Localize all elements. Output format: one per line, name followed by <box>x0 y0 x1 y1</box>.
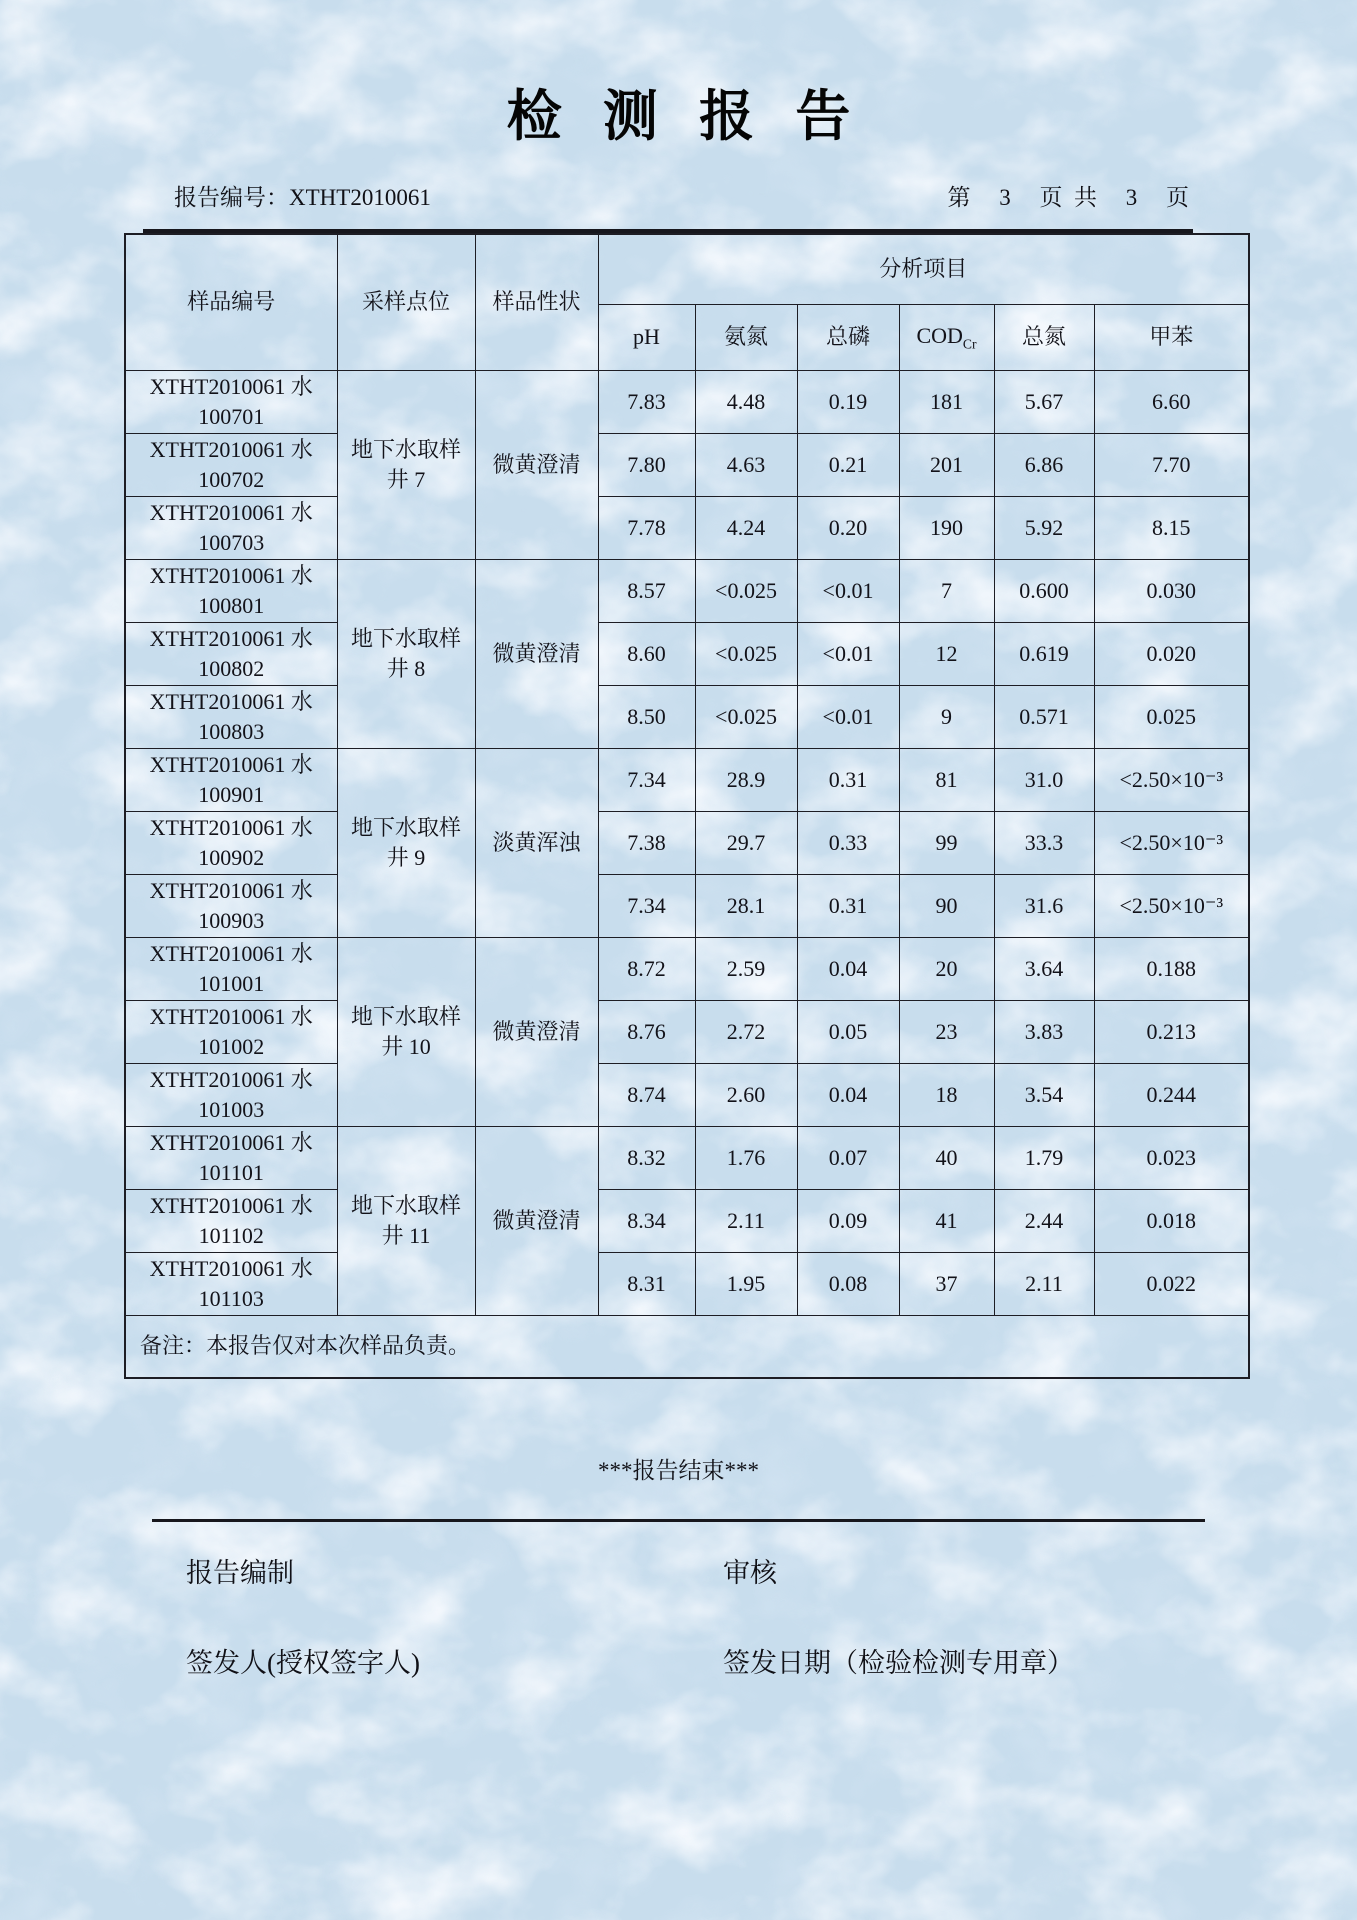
value-cell: 20 <box>899 937 994 1000</box>
signature-rule <box>152 1519 1205 1522</box>
sample-id-cell <box>125 1126 337 1189</box>
value-cell: 8.60 <box>598 622 695 685</box>
value-cell: 9 <box>899 685 994 748</box>
value-cell: 0.018 <box>1094 1189 1249 1252</box>
sample-id-cell <box>125 622 337 685</box>
value-cell: 7.70 <box>1094 433 1249 496</box>
value-cell: 6.86 <box>994 433 1094 496</box>
sample-id-cell <box>125 748 337 811</box>
value-cell: 8.31 <box>598 1252 695 1315</box>
value-cell: 0.09 <box>797 1189 899 1252</box>
sample-id-line1: XTHT2010061 水 <box>149 1255 313 1281</box>
param-header: 氨氮 <box>695 304 797 370</box>
sample-character-cell: 淡黄浑浊 <box>475 748 598 937</box>
value-cell: 8.32 <box>598 1126 695 1189</box>
table-row <box>125 1189 1249 1252</box>
sampling-point-line: 地下水取样 <box>350 625 461 651</box>
table-row <box>125 433 1249 496</box>
value-cell: 28.1 <box>695 874 797 937</box>
value-cell: 8.15 <box>1094 496 1249 559</box>
report-number-label: 报告编号： <box>174 185 289 210</box>
value-cell: 0.030 <box>1094 559 1249 622</box>
sample-id-line1: XTHT2010061 水 <box>149 877 313 903</box>
value-cell: 0.619 <box>994 622 1094 685</box>
sample-id-line2: 100701 <box>198 403 265 429</box>
sample-id-cell <box>125 1000 337 1063</box>
sample-id-line2: 100803 <box>198 718 265 744</box>
sample-character-cell: 微黄澄清 <box>475 937 598 1126</box>
value-cell: 81 <box>899 748 994 811</box>
value-cell: 28.9 <box>695 748 797 811</box>
page-title: 检 测 报 告 <box>506 85 864 147</box>
sampling-point-cell <box>337 370 475 559</box>
sample-id-line2: 100801 <box>198 592 265 618</box>
sample-id-line2: 101101 <box>198 1159 264 1185</box>
value-cell: 2.11 <box>994 1252 1094 1315</box>
value-cell: 1.79 <box>994 1126 1094 1189</box>
value-cell: 201 <box>899 433 994 496</box>
table-row <box>125 622 1249 685</box>
sampling-point-cell <box>337 748 475 937</box>
table-row <box>125 748 1249 811</box>
table-row <box>125 874 1249 937</box>
sample-id-line1: XTHT2010061 水 <box>149 940 313 966</box>
param-header: pH <box>598 304 695 370</box>
value-cell: 0.213 <box>1094 1000 1249 1063</box>
sample-id-line2: 101102 <box>198 1222 264 1248</box>
sample-id-line2: 100802 <box>198 655 265 681</box>
value-cell: 0.31 <box>797 748 899 811</box>
sample-id-line1: XTHT2010061 水 <box>149 814 313 840</box>
sample-id-line1: XTHT2010061 水 <box>149 373 313 399</box>
sample-id-line2: 101003 <box>198 1096 265 1122</box>
value-cell: 0.19 <box>797 370 899 433</box>
value-cell: 0.023 <box>1094 1126 1249 1189</box>
table-row <box>125 1252 1249 1315</box>
param-header: $COD_{Cr}$ <box>899 304 994 370</box>
reviewer-label: 审核 <box>723 1558 777 1588</box>
sampling-point-line: 井 7 <box>386 466 426 492</box>
param-subscript: Cr <box>962 335 977 351</box>
sampling-point-cell <box>337 937 475 1126</box>
sample-id-line1: XTHT2010061 水 <box>149 1129 313 1155</box>
value-cell: 1.76 <box>695 1126 797 1189</box>
sample-id-line2: 100702 <box>198 466 265 492</box>
value-cell: <0.01 <box>797 622 899 685</box>
sample-id-line1: XTHT2010061 水 <box>149 751 313 777</box>
table-header-row-1 <box>125 234 1249 304</box>
value-cell: 4.63 <box>695 433 797 496</box>
table-row <box>125 685 1249 748</box>
value-cell: 2.11 <box>695 1189 797 1252</box>
value-cell: 8.74 <box>598 1063 695 1126</box>
value-cell: 33.3 <box>994 811 1094 874</box>
analysis-items-header: 分析项目 <box>598 234 1249 304</box>
sample-id-line2: 100903 <box>198 907 265 933</box>
value-cell: 0.188 <box>1094 937 1249 1000</box>
sample-id-header: 样品编号 <box>125 234 337 370</box>
value-cell: 0.571 <box>994 685 1094 748</box>
value-cell: 0.04 <box>797 937 899 1000</box>
sampling-point-line: 井 9 <box>386 844 426 870</box>
sampling-point-cell <box>337 559 475 748</box>
value-cell: <0.025 <box>695 622 797 685</box>
value-cell: 0.08 <box>797 1252 899 1315</box>
value-cell: 5.67 <box>994 370 1094 433</box>
sample-character-cell: 微黄澄清 <box>475 370 598 559</box>
sample-id-cell <box>125 1189 337 1252</box>
end-of-report-mark: ***报告结束*** <box>598 1458 759 1483</box>
results-table <box>124 233 1250 1379</box>
value-cell: 0.33 <box>797 811 899 874</box>
value-cell: 7.80 <box>598 433 695 496</box>
value-cell: 3.64 <box>994 937 1094 1000</box>
sample-id-line2: 101103 <box>198 1285 264 1311</box>
value-cell: 0.04 <box>797 1063 899 1126</box>
sample-id-cell <box>125 1252 337 1315</box>
sample-id-cell <box>125 433 337 496</box>
sample-id-line1: XTHT2010061 水 <box>149 1066 313 1092</box>
table-row <box>125 496 1249 559</box>
value-cell: 0.20 <box>797 496 899 559</box>
sample-id-cell <box>125 559 337 622</box>
sample-id-line1: XTHT2010061 水 <box>149 1003 313 1029</box>
sampling-point-line: 地下水取样 <box>350 436 461 462</box>
value-cell: 181 <box>899 370 994 433</box>
value-cell: 40 <box>899 1126 994 1189</box>
sampling-point-line: 地下水取样 <box>350 1192 461 1218</box>
prepared-by-label: 报告编制 <box>186 1558 294 1588</box>
sample-character-cell: 微黄澄清 <box>475 1126 598 1315</box>
value-cell: 0.31 <box>797 874 899 937</box>
sampling-point-line: 地下水取样 <box>350 814 461 840</box>
value-cell: 31.0 <box>994 748 1094 811</box>
param-header: 甲苯 <box>1094 304 1249 370</box>
value-cell: <0.01 <box>797 559 899 622</box>
signer-label: 签发人(授权签字人) <box>186 1648 420 1678</box>
value-cell: 0.022 <box>1094 1252 1249 1315</box>
table-row <box>125 1000 1249 1063</box>
value-cell: 7.38 <box>598 811 695 874</box>
value-cell: 5.92 <box>994 496 1094 559</box>
sampling-point-cell <box>337 1126 475 1315</box>
table-row <box>125 937 1249 1000</box>
value-cell: 37 <box>899 1252 994 1315</box>
value-cell: 1.95 <box>695 1252 797 1315</box>
value-cell: 18 <box>899 1063 994 1126</box>
value-cell: 2.44 <box>994 1189 1094 1252</box>
note-row <box>125 1315 1249 1378</box>
sample-id-line1: XTHT2010061 水 <box>149 499 313 525</box>
value-cell: 41 <box>899 1189 994 1252</box>
table-row <box>125 811 1249 874</box>
value-cell: 2.59 <box>695 937 797 1000</box>
value-cell: 7 <box>899 559 994 622</box>
issue-date-label: 签发日期（检验检测专用章） <box>723 1648 1074 1678</box>
table-row <box>125 370 1249 433</box>
sample-id-line1: XTHT2010061 水 <box>149 625 313 651</box>
value-cell: 4.24 <box>695 496 797 559</box>
sample-character-header: 样品性状 <box>475 234 598 370</box>
value-cell: 8.57 <box>598 559 695 622</box>
sampling-point-line: 井 10 <box>381 1033 431 1059</box>
sample-character-cell: 微黄澄清 <box>475 559 598 748</box>
value-cell: 0.600 <box>994 559 1094 622</box>
value-cell: 4.48 <box>695 370 797 433</box>
value-cell: 7.83 <box>598 370 695 433</box>
value-cell: 8.34 <box>598 1189 695 1252</box>
sample-id-line1: XTHT2010061 水 <box>149 436 313 462</box>
value-cell: 2.60 <box>695 1063 797 1126</box>
sample-id-cell <box>125 874 337 937</box>
value-cell: 2.72 <box>695 1000 797 1063</box>
value-cell: 8.72 <box>598 937 695 1000</box>
value-cell: 0.07 <box>797 1126 899 1189</box>
value-cell: 0.020 <box>1094 622 1249 685</box>
report-number-value: XTHT2010061 <box>289 185 431 210</box>
sample-id-line1: XTHT2010061 水 <box>149 562 313 588</box>
sample-id-line2: 100901 <box>198 781 265 807</box>
sample-id-line2: 100703 <box>198 529 265 555</box>
value-cell: 7.34 <box>598 874 695 937</box>
page-indicator: 第 3 页 共 3 页 <box>947 185 1189 210</box>
value-cell: 7.78 <box>598 496 695 559</box>
table-row <box>125 1063 1249 1126</box>
value-cell: 99 <box>899 811 994 874</box>
value-cell: 8.76 <box>598 1000 695 1063</box>
param-header: 总氮 <box>994 304 1094 370</box>
value-cell: 3.54 <box>994 1063 1094 1126</box>
table-row <box>125 559 1249 622</box>
value-cell: 23 <box>899 1000 994 1063</box>
value-cell: <2.50×10⁻³ <box>1094 748 1249 811</box>
sample-id-cell <box>125 685 337 748</box>
sample-id-line2: 100902 <box>198 844 265 870</box>
value-cell: 6.60 <box>1094 370 1249 433</box>
value-cell: 31.6 <box>994 874 1094 937</box>
note-cell: 备注：本报告仅对本次样品负责。 <box>125 1315 1249 1378</box>
sample-id-line2: 101001 <box>198 970 265 996</box>
value-cell: 0.244 <box>1094 1063 1249 1126</box>
sample-id-cell <box>125 496 337 559</box>
value-cell: <2.50×10⁻³ <box>1094 874 1249 937</box>
sample-id-cell <box>125 811 337 874</box>
value-cell: 3.83 <box>994 1000 1094 1063</box>
value-cell: 29.7 <box>695 811 797 874</box>
sampling-point-header: 采样点位 <box>337 234 475 370</box>
sampling-point-line: 地下水取样 <box>350 1003 461 1029</box>
report-number <box>174 179 431 212</box>
value-cell: 0.025 <box>1094 685 1249 748</box>
value-cell: 90 <box>899 874 994 937</box>
sampling-point-line: 井 11 <box>381 1222 431 1248</box>
table-row <box>125 1126 1249 1189</box>
sample-id-line2: 101002 <box>198 1033 265 1059</box>
value-cell: 7.34 <box>598 748 695 811</box>
param-header: 总磷 <box>797 304 899 370</box>
meta-row <box>174 179 1189 212</box>
sampling-point-line: 井 8 <box>386 655 426 681</box>
value-cell: 190 <box>899 496 994 559</box>
value-cell: <0.01 <box>797 685 899 748</box>
sample-id-line1: XTHT2010061 水 <box>149 688 313 714</box>
sample-id-line1: XTHT2010061 水 <box>149 1192 313 1218</box>
value-cell: 8.50 <box>598 685 695 748</box>
value-cell: 0.05 <box>797 1000 899 1063</box>
sample-id-cell <box>125 937 337 1000</box>
sample-id-cell <box>125 1063 337 1126</box>
value-cell: <0.025 <box>695 559 797 622</box>
value-cell: 0.21 <box>797 433 899 496</box>
value-cell: 12 <box>899 622 994 685</box>
value-cell: <2.50×10⁻³ <box>1094 811 1249 874</box>
value-cell: <0.025 <box>695 685 797 748</box>
sample-id-cell <box>125 370 337 433</box>
